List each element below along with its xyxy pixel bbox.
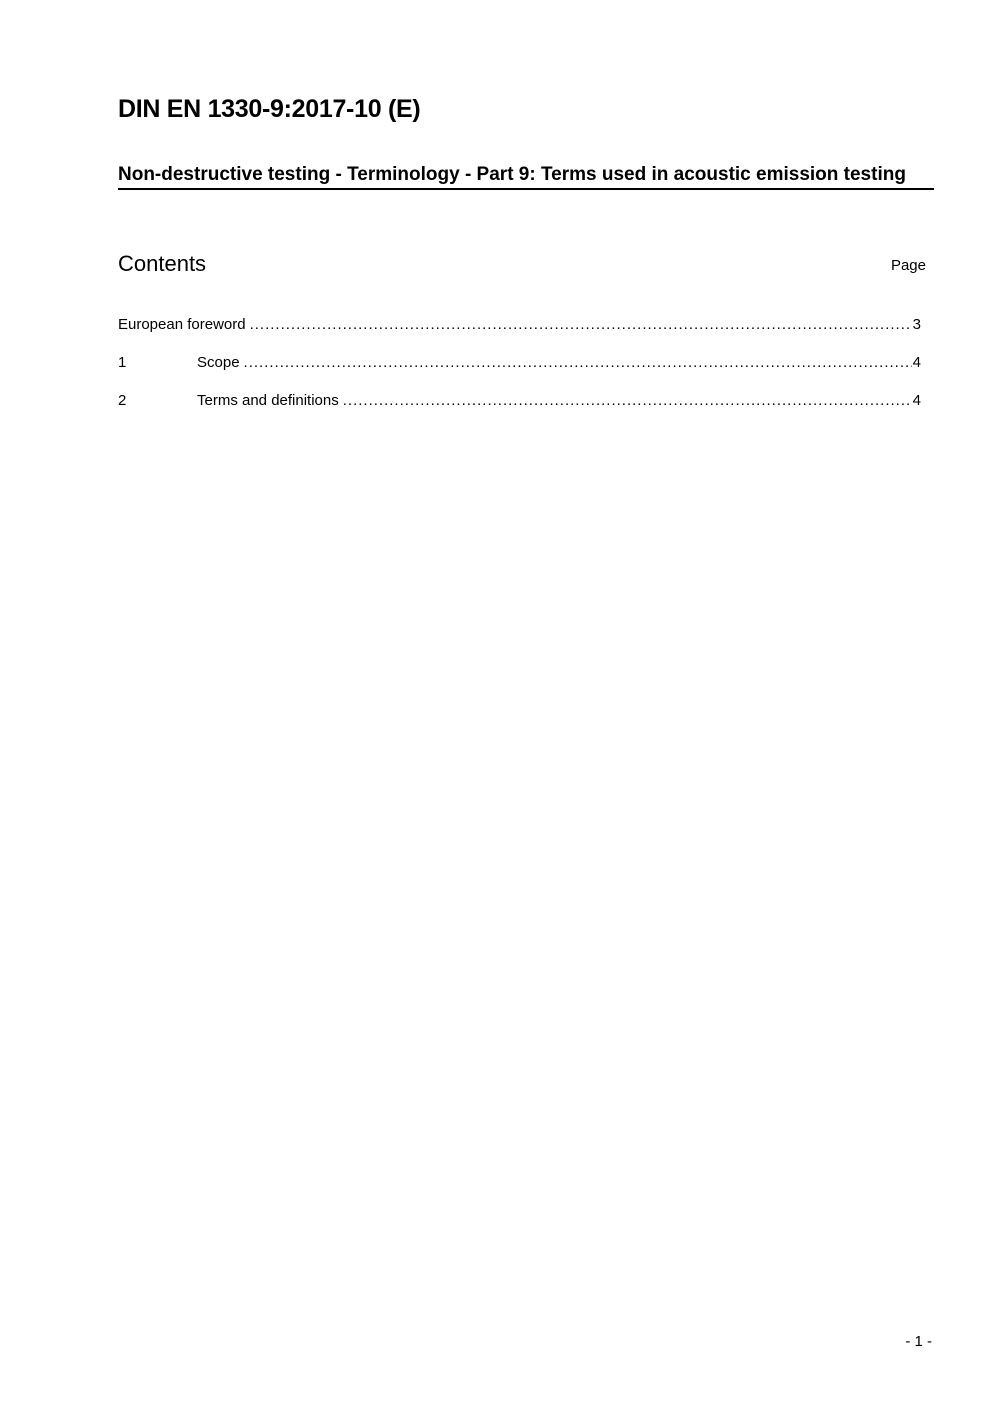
- page-number: - 1 -: [905, 1333, 932, 1350]
- toc-entry-text: Scope: [197, 354, 240, 371]
- page-column-label: Page: [890, 257, 926, 274]
- toc-entry-number: 1: [118, 354, 127, 371]
- table-of-contents: [118, 316, 921, 430]
- toc-entry-text: Terms and definitions: [197, 392, 339, 409]
- toc-entry-terms-and-definitions[interactable]: [118, 392, 921, 430]
- document-title: Non-destructive testing - Terminology - Part 9: Terms used in acoustic emission testing: [118, 163, 934, 190]
- toc-entry-page: 4: [912, 354, 921, 371]
- toc-entry-page: 4: [912, 392, 921, 409]
- contents-heading: Contents: [118, 251, 207, 276]
- toc-entry-number: 2: [118, 392, 127, 409]
- toc-entry-european-foreword[interactable]: [118, 316, 921, 354]
- toc-entry-text: European foreword: [118, 316, 246, 333]
- toc-dot-leader: [250, 316, 912, 334]
- toc-dot-leader: [343, 392, 912, 410]
- toc-entry-scope[interactable]: [118, 354, 921, 392]
- toc-dot-leader: [244, 354, 912, 372]
- document-id: DIN EN 1330-9:2017-10 (E): [118, 95, 421, 123]
- toc-entry-page: 3: [912, 316, 921, 333]
